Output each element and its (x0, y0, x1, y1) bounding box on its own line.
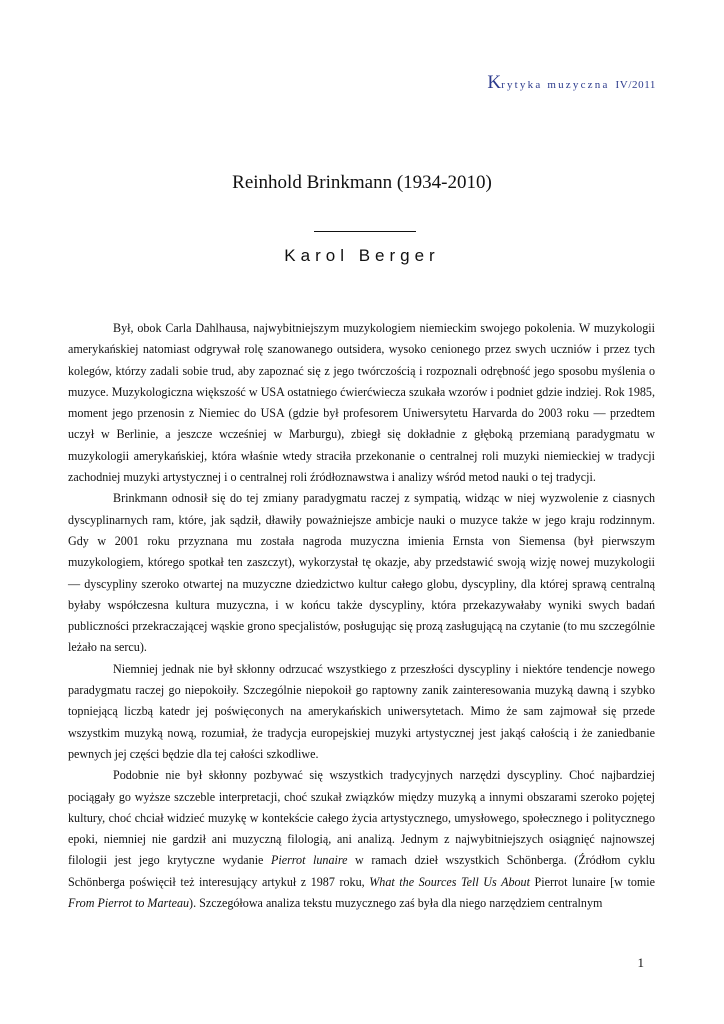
article-title: Reinhold Brinkmann (1934-2010) (232, 172, 492, 193)
journal-name-rest: rytyka muzyczna (501, 79, 610, 91)
paragraph-text: ). Szczegółowa analiza tekstu muzycznego zaś była dla niego narzędziem centralnym (189, 896, 603, 911)
body-paragraph (68, 488, 655, 658)
italic-title-text: From Pierrot to Marteau (68, 896, 190, 911)
body-paragraph (68, 765, 655, 914)
article-author: Karol Berger (284, 246, 440, 265)
paragraph-text: Pierrot lunaire [w tomie (529, 874, 655, 889)
paragraph-text: Niemniej jednak nie był skłonny odrzucać wszystkiego z przeszłości dyscypliny i niektóre tendencje nowego paradygmatu raczej go niepokoiły. Szczególnie niepokoił go raptowny zanik zainteresowania muzyką dawną i szybko topniejącą liczbą katedr jej poświęconych na amerykańskich uniwersytetach. Mimo że sam zajmował się przede wszystkim muzyką nową, rozumiał, że tradycja europejskiej muzyki artystycznej jest jakąś całością i że zaniedbanie pewnych jej części będzie dla tej całości szkodliwe. (68, 661, 655, 761)
italic-title-text: What the Sources Tell Us About (369, 874, 530, 889)
article-body (68, 318, 655, 914)
page-number: 1 (637, 955, 644, 970)
title-divider (314, 231, 416, 232)
paragraph-text: Brinkmann odnosił się do tej zmiany paradygmatu raczej z sympatią, widząc w niej wyzwolenie z ciasnych dyscyplinarnych ram, które, jak sądził, dławiły poważniejsze ambicje nauki o muzyce także w jego kraju rodzinnym. Gdy w 2001 roku przyznana mu została nagroda muzyczna imienia Ernsta von Siemensa (był pierwszym muzykologiem, którego spotkał ten zaszczyt), wykorzystał tę okazje, aby przedstawić swoją wizję nowej muzykologii — dyscypliny szeroko otwartej na muzyczne dziedzictwo kultur całego globu, dyscypliny, dla której sprawą centralną byłaby współczesna kultura muzyczna, i w końcu także dyscypliny, która przekazywałaby wyniki swych badań publiczności przekraczającej wąskie grono specjalistów, posługując się prozą zasługującą na czytanie (to mu szczególnie leżało na sercu). (68, 491, 655, 655)
journal-running-header (487, 72, 656, 94)
paragraph-text: Był, obok Carla Dahlhausa, najwybitniejszym muzykologiem niemieckim swojego pokolenia. W muzykologii amerykańskiej natomiast odgrywał rolę szanowanego outsidera, wysoko cenionego przez swych uczniów i przez tych kolegów, którzy zadali sobie trud, aby zapoznać się z jego twórczością i rozpoznali odrębność jego sposobu myślenia o muzyce. Muzykologiczna większość w USA ostatniego ćwierćwiecza szukała wzorów i podniet gdzie indziej. Rok 1985, moment jego przenosin z Niemiec do USA (gdzie był profesorem Uniwersytetu Harvarda do 2003 roku — przedtem uczył w Berlinie, a jeszcze wcześniej w Marburgu), zbiegł się dokładnie z głęboką przemianą paradygmatu w muzykologii amerykańskiej, która właśnie wtedy straciła przekonanie o centralnej roli muzyki niemieckiej w tradycji zachodniej muzyki artystycznej i o centralnej roli źródłoznawstwa i analizy wśród metod nauki o tej tradycji. (68, 321, 655, 485)
journal-issue: IV/2011 (615, 79, 656, 91)
italic-title-text: Pierrot lunaire (270, 853, 348, 868)
body-paragraph (68, 659, 655, 765)
paragraph-text: w ramach dzieł wszystkich Schönberga. (Źródłom cyklu Schönberga poświęcił też interesujący artykuł z 1987 roku, (68, 853, 656, 889)
body-paragraph (68, 318, 655, 488)
journal-name-initial: K (487, 72, 502, 93)
paragraph-text: Podobnie nie był skłonny pozbywać się wszystkich tradycyjnych narzędzi dyscypliny. Choć najbardziej pociągały go wyższe szczeble interpretacji, choć szukał związków między muzyką a innymi obszarami szeroko pojętej kultury, choć chciał widzieć muzykę w kontekście całego życia artystycznego, umysłowego, społecznego i politycznego epoki, niemniej nie gardził ani muzyczną filologią, ani analizą. Jednym z najwybitniejszych osiągnięć najnowszej filologii jest jego krytyczne wydanie (68, 768, 655, 868)
